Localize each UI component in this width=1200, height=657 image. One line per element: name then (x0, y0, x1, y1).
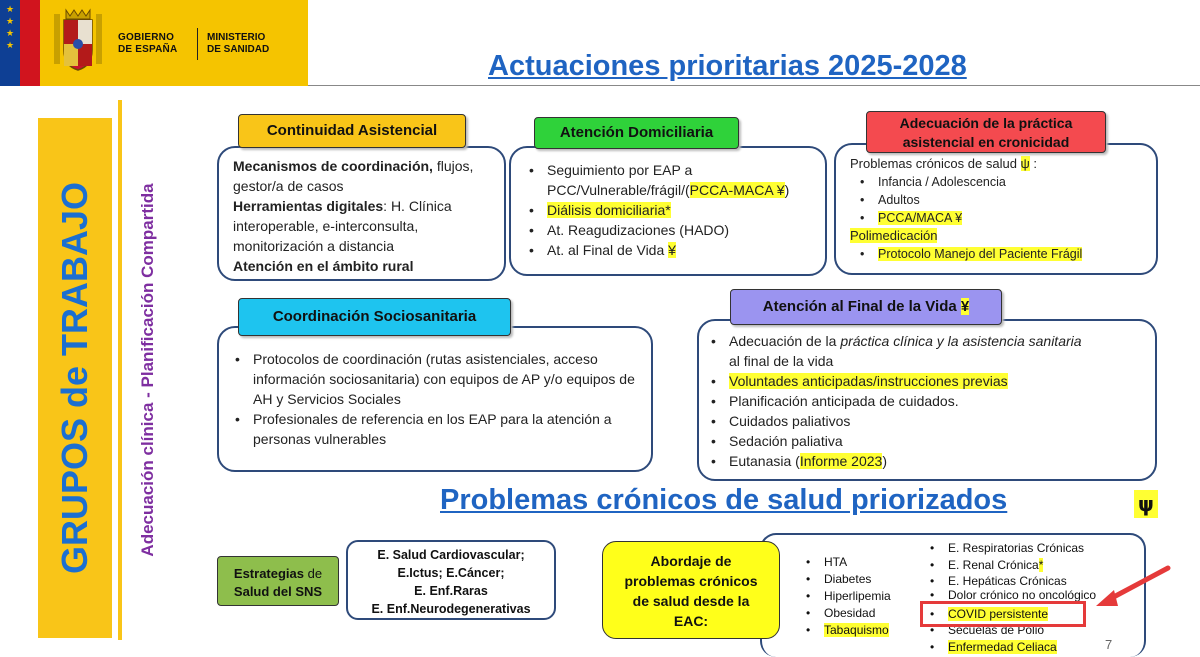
adecuacion-tab: Adecuación de la práctica asistencial en cronicidad (866, 111, 1106, 153)
cron-item: • Diabetes (796, 571, 891, 588)
adecuacion-side-label: Adecuación clínica - Planificación Compartida (138, 183, 157, 557)
page-title: Actuaciones prioritarias 2025-2028 (488, 50, 967, 82)
estr-item: E. Salud Cardiovascular; (377, 548, 525, 562)
adecuacion-side (126, 100, 170, 640)
adec-item-3: • PCCA/MACA ¥ (850, 209, 1156, 227)
estrategias-list (346, 540, 556, 620)
final-tab: Atención al Final de la Vida ¥ (730, 289, 1002, 325)
coat-of-arms-icon (50, 6, 106, 76)
adec-head: Problemas crónicos de salud ψ : (850, 156, 1038, 171)
cron-item-covid: • COVID persistente (920, 606, 1096, 623)
yen-icon: ¥ (960, 298, 970, 315)
cron-item: • Enfermedad Celiaca (920, 639, 1096, 656)
adec-item-1: • Infancia / Adolescencia (850, 173, 1156, 191)
ministerio-line-1: MINISTERIO (207, 32, 266, 43)
estrategias-label: Estrategias de Salud del SNS (217, 556, 339, 606)
cont-l2: gestor/a de casos (233, 178, 344, 194)
cronicos-panel (760, 533, 1146, 657)
dom-item-3: • At. Reagudizaciones (HADO) (519, 220, 825, 240)
adecuacion-panel (834, 143, 1158, 275)
cron-item: • Obesidad (796, 605, 891, 622)
eu-stars-icon: ★ ★ ★ ★ (0, 0, 20, 86)
flag-strip (0, 0, 40, 86)
cont-l4: interoperable, e-interconsulta, (233, 218, 419, 234)
final-item-6: • Eutanasia (Informe 2023) (701, 451, 1149, 471)
domiciliaria-tab: Atención Domiciliaria (534, 117, 739, 149)
red-arrow-icon (1092, 562, 1174, 612)
estr-item: E. Enf.Raras (414, 584, 488, 598)
final-item-3: • Planificación anticipada de cuidados. (701, 391, 1149, 411)
cont-l1-bold: Mecanismos de coordinación, (233, 158, 433, 174)
ministerio-line-2: DE SANIDAD (207, 44, 270, 55)
cron-item: • Hiperlipemia (796, 588, 891, 605)
gobierno-text (118, 32, 177, 56)
continuidad-tab: Continuidad Asistencial (238, 114, 466, 148)
gobierno-line-1: GOBIERNO (118, 32, 175, 43)
cont-l3-bold: Herramientas digitales (233, 198, 384, 214)
final-item-4: • Cuidados paliativos (701, 411, 1149, 431)
socio-item-1: • Protocolos de coordinación (rutas asistenciales, acceso información sociosanitaria) con equipos de AP y/o equipos de AH y Servicios Sociales (225, 349, 637, 409)
grupos-trabajo-bar (38, 118, 112, 638)
cron-item: • Secuelas de Polio (920, 622, 1096, 639)
final-item-5: • Sedación paliativa (701, 431, 1149, 451)
psi-icon: ψ (1020, 156, 1030, 171)
cont-l1: flujos, (432, 158, 474, 174)
subtitle-psi-icon: ψ (1134, 490, 1158, 518)
page-number: 7 (1105, 637, 1113, 652)
adec-item-2: • Adultos (850, 191, 1156, 209)
gobierno-line-2: DE ESPAÑA (118, 44, 178, 55)
abordaje-box: Abordaje de problemas crónicos de salud desde la EAC: (602, 541, 780, 639)
cron-item: • E. Renal Crónica* (920, 557, 1096, 574)
header-rule (308, 85, 1200, 86)
cron-item: • Dolor crónico no oncológico (920, 590, 1096, 606)
socio-item-2: • Profesionales de referencia en los EAP para la atención a personas vulnerables (225, 409, 637, 449)
dom-item-4: • At. al Final de Vida ¥ (519, 240, 825, 260)
estr-item: E. Enf.Neurodegenerativas (371, 602, 531, 616)
adecuacion-bar (118, 100, 122, 640)
covid-highlight-frame (920, 601, 1086, 627)
pcca-maca-highlight: PCCA-MACA ¥ (689, 182, 785, 198)
cont-l6-bold: Atención en el ámbito rural (233, 258, 414, 274)
estr-item: E.Ictus; E.Cáncer; (397, 566, 505, 580)
adec-item-4: • Protocolo Manejo del Paciente Frágil (850, 245, 1156, 263)
grupos-trabajo-label: GRUPOS de TRABAJO (54, 181, 95, 575)
dom-item-1: • Seguimiento por EAP a PCC/Vulnerable/frágil/(PCCA-MACA ¥) (519, 160, 825, 200)
domiciliaria-panel (509, 146, 827, 276)
adec-poli: Polimedicación (850, 228, 938, 243)
cron-item: • E. Hepáticas Crónicas (920, 573, 1096, 590)
cont-l5: monitorización a distancia (233, 238, 395, 254)
final-item-2: • Voluntades anticipadas/instrucciones previas (701, 371, 1149, 391)
section-subtitle: Problemas crónicos de salud priorizados (440, 484, 1008, 516)
socio-panel (217, 326, 653, 472)
dom-item-2: • Diálisis domiciliaria* (519, 200, 825, 220)
ministerio-text (207, 32, 269, 56)
cron-item: • Tabaquismo (796, 622, 891, 639)
socio-tab: Coordinación Sociosanitaria (238, 298, 511, 336)
cron-item: • E. Respiratorias Crónicas (920, 540, 1096, 557)
final-item-1: • Adecuación de la práctica clínica y la asistencia sanitaria al final de la vida (701, 331, 1149, 371)
cont-l3: : H. Clínica (383, 198, 452, 214)
final-panel (697, 319, 1157, 481)
cron-item: • HTA (796, 554, 891, 571)
informe-2023-link: Informe 2023 (799, 453, 883, 469)
header-divider (197, 28, 198, 60)
continuidad-panel (217, 146, 506, 281)
